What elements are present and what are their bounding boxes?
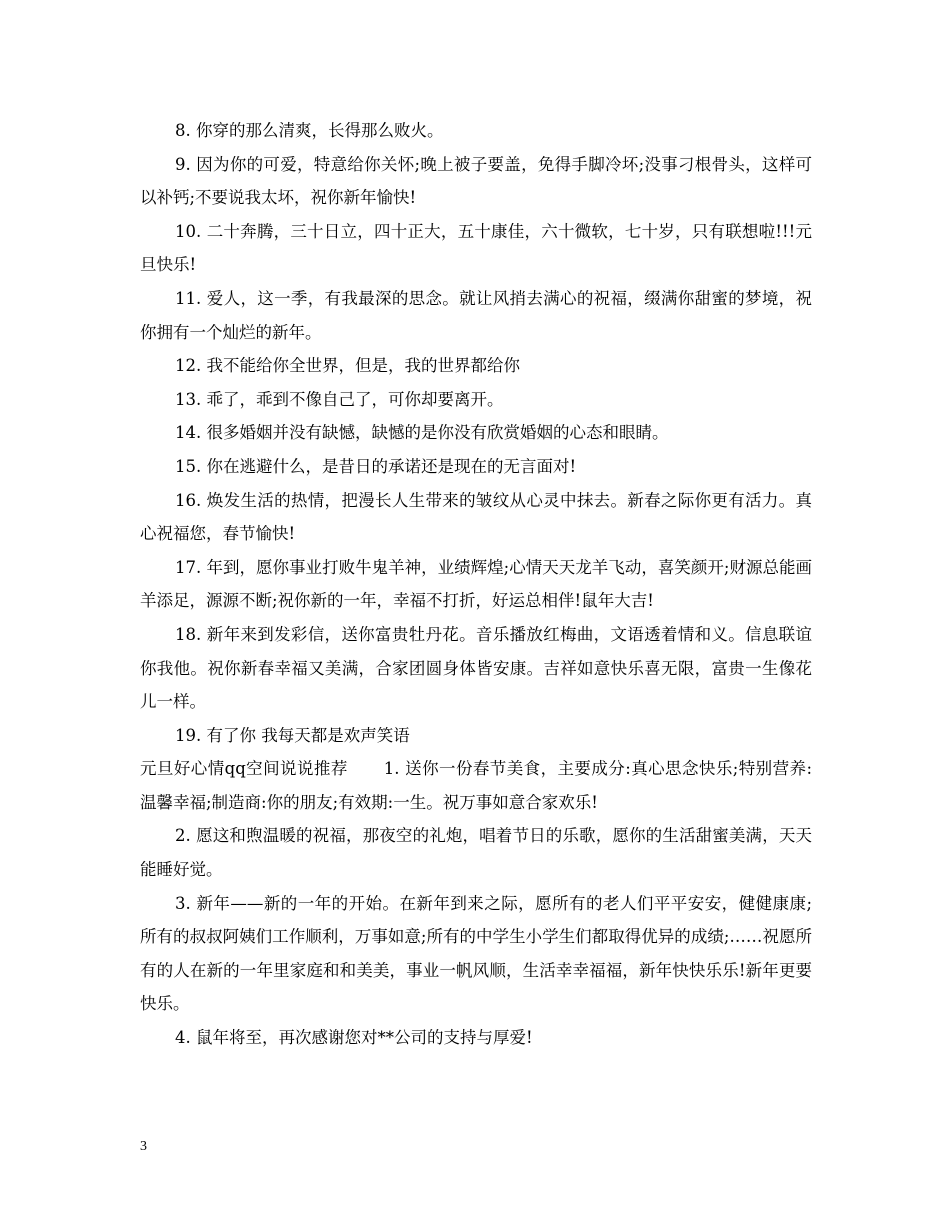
list-item: 12. 我不能给你全世界，但是，我的世界都给你 <box>175 356 520 376</box>
section-paragraph <box>140 752 812 819</box>
list-item: 4. 鼠年将至，再次感谢您对**公司的支持与厚爱! <box>175 1028 533 1048</box>
list-item: 1. 送你一份春节美食，主要成分:真心思念快乐;特别营养:温馨幸福;制造商:你的朋友;有效期:一生。祝万事如意合家欢乐! <box>140 759 813 812</box>
list-item: 13. 乖了，乖到不像自己了，可你却要离开。 <box>175 389 504 409</box>
list-item: 19. 有了你 我每天都是欢声笑语 <box>175 725 410 745</box>
list-item: 15. 你在逃避什么，是昔日的承诺还是现在的无言面对! <box>175 456 577 476</box>
section-title: 元旦好心情qq空间说说推荐 <box>140 759 348 779</box>
list-item: 17. 年到，愿你事业打败牛鬼羊神，业绩辉煌;心情天天龙羊飞动，喜笑颜开;财源总能画羊添足，源源不断;祝你新的一年，幸福不打折，好运总相伴!鼠年大吉! <box>140 557 812 611</box>
list-item: 18. 新年来到发彩信，送你富贵牡丹花。音乐播放红梅曲，文语透着情和义。信息联谊你我他。祝你新春幸福又美满，合家团圆身体皆安康。吉祥如意快乐喜无限，富贵一生像花儿一样。 <box>140 624 812 712</box>
list-item: 10. 二十奔腾，三十日立，四十正大，五十康佳，六十微软，七十岁，只有联想啦!!!元旦快乐! <box>140 221 812 275</box>
list-item: 3. 新年——新的一年的开始。在新年到来之际，愿所有的老人们平平安安，健健康康;所有的叔叔阿姨们工作顺利，万事如意;所有的中学生小学生们都取得优异的成绩;……祝愿所有的人在新的一年里家庭和和美美，事业一帆风顺，生活幸幸福福，新年快快乐乐!新年更要快乐。 <box>140 893 812 1014</box>
list-item: 8. 你穿的那么清爽，长得那么败火。 <box>175 121 444 140</box>
document-body <box>140 114 812 1055</box>
page-number: 3 <box>140 1139 147 1154</box>
list-item: 14. 很多婚姻并没有缺憾，缺憾的是你没有欣赏婚姻的心态和眼睛。 <box>175 423 669 443</box>
list-item: 11. 爱人，这一季，有我最深的思念。就让风捎去满心的祝福，缀满你甜蜜的梦境，祝你拥有一个灿烂的新年。 <box>140 288 812 342</box>
list-item: 9. 因为你的可爱，特意给你关怀;晚上被子要盖，免得手脚冷坏;没事刁根骨头，这样可以补钙;不要说我太坏，祝你新年愉快! <box>140 154 812 208</box>
list-item: 16. 焕发生活的热情，把漫长人生带来的皱纹从心灵中抹去。新春之际你更有活力。真心祝福您，春节愉快! <box>140 490 812 544</box>
list-item: 2. 愿这和煦温暖的祝福，那夜空的礼炮，唱着节日的乐歌，愿你的生活甜蜜美满，天天能睡好觉。 <box>140 826 812 880</box>
